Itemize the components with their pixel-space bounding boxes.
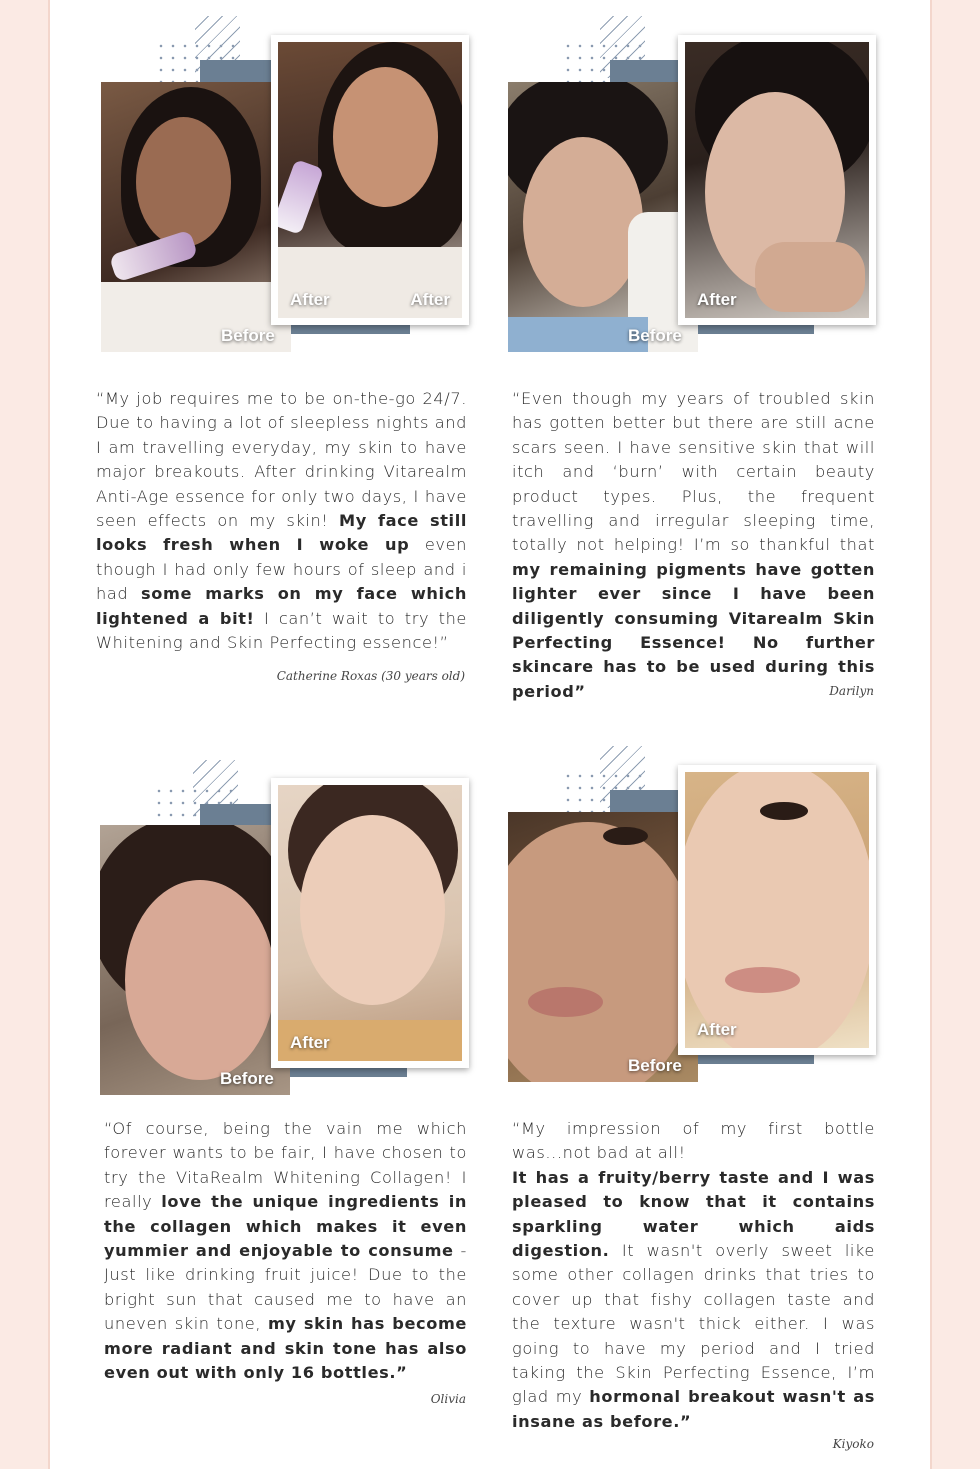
quote-text: It wasn't overly sweet like some other collagen drinks that tries to cover up that fishy collagen taste and the texture wasn't thick either. I was going to have my period and I tried taking the Skin Perfecting Essence, I’m glad my — [512, 1241, 875, 1407]
lips — [725, 967, 800, 993]
after-label: After — [697, 1020, 737, 1039]
quote-text: even though I had only few hours of sleep and i had — [96, 535, 467, 604]
testimonial-quote — [512, 1117, 875, 1434]
signature: Darilyn — [829, 684, 874, 698]
quote-text: “My impression of my first bottle was...not bad at all! — [512, 1119, 875, 1163]
quote-highlight: It has a fruity/berry taste and I was pleased to know that it contains sparkling water which aids digestion. — [512, 1167, 875, 1261]
eye — [760, 802, 808, 820]
quote-text: I can’t wait to try the Whitening and Skin Perfecting essence!” — [96, 608, 467, 653]
signature: Catherine Roxas (30 years old) — [276, 669, 465, 683]
after-label: After — [290, 290, 330, 309]
before-label: Before — [221, 326, 275, 345]
quote-highlight: some marks on my face which lightened a bit! — [96, 584, 467, 628]
quote-text: - Just like drinking fruit juice! Due to the bright sun that caused me to have an uneven skin tone, — [104, 1241, 467, 1334]
quote-text: “Even though my years of troubled skin has gotten better but there are still acne scars seen. I have sensitive skin that will itch and ‘burn’ with certain beauty product types. Plus, the frequent travelling and irregular sleeping time, totally not helping! I’m so thankful that — [512, 389, 875, 555]
quote-highlight: hormonal breakout wasn't as insane as before.” — [512, 1387, 875, 1431]
before-label: Before — [628, 326, 682, 345]
signature: Olivia — [430, 1392, 466, 1406]
lips — [528, 987, 603, 1017]
quote-text: “My job requires me to be on-the-go 24/7. Due to having a lot of sleepless nights and I am travelling everyday, my skin to have major breakouts. After drinking Vitarealm Anti-Age essence for only two days, I have seen effects on my skin! — [96, 389, 467, 531]
quote-highlight: my skin has become more radiant and skin tone has also even out with only 16 bottles.” — [104, 1314, 467, 1383]
after-photo — [678, 765, 876, 1055]
before-label: Before — [220, 1069, 274, 1088]
quote-text: “Of course, being the vain me which forever wants to be fair, I have chosen to try the VitaRealm Whitening Collagen! I really — [104, 1119, 467, 1212]
quote-highlight: love the unique ingredients in the collagen which makes it even yummier and enjoyable to consume — [104, 1192, 467, 1261]
after-label: After — [290, 1033, 330, 1052]
before-label: Before — [628, 1056, 682, 1075]
before-photo — [508, 812, 698, 1082]
face — [508, 822, 698, 1082]
quote-highlight: my remaining pigments have gotten lighter ever since I have been diligently consuming Vitarealm Skin Perfecting Essence! No further skincare has to be used during this period” — [512, 559, 875, 701]
after-label: After — [697, 290, 737, 309]
quote-highlight: My face still looks fresh when I woke up — [96, 511, 467, 555]
eye — [603, 827, 648, 845]
signature: Kiyoko — [832, 1437, 874, 1451]
after-label: After — [410, 290, 450, 309]
deco-box — [610, 790, 682, 812]
